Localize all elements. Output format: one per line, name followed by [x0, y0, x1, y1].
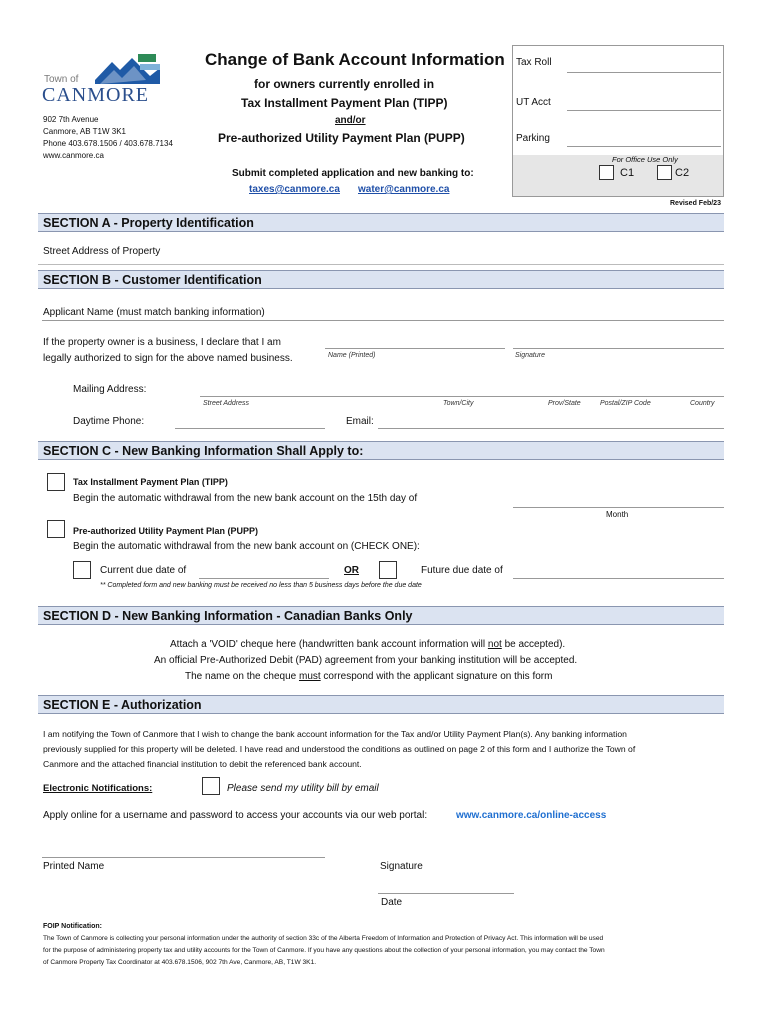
future-due-checkbox[interactable]: [379, 561, 397, 579]
section-c-header: SECTION C - New Banking Information Shall Apply to:: [38, 441, 724, 460]
cheque-name-line: [185, 671, 552, 682]
c1-label: C1: [620, 167, 635, 179]
pupp-checkbox[interactable]: [47, 520, 65, 538]
printed-name-field[interactable]: [42, 857, 325, 858]
applicant-label: Applicant Name (must match banking information): [43, 307, 265, 318]
section-c-note: ** Completed form and new banking must be received no less than 5 business days before the due date: [100, 582, 422, 589]
email-label: Email:: [346, 416, 374, 427]
logo-town-of: Town of: [44, 74, 79, 85]
applicant-field[interactable]: [42, 320, 724, 321]
daytime-phone-field[interactable]: [175, 428, 325, 429]
c2-checkbox[interactable]: [657, 165, 672, 180]
header-subtitle3: Pre-authorized Utility Payment Plan (PUPP): [218, 131, 465, 145]
email-taxes-link[interactable]: taxes@canmore.ca: [249, 184, 340, 195]
foip-line-1: The Town of Canmore is collecting your personal information under the authority of section 33c of the Alberta Freedom of Information and Protection of Privacy Act. This information will be used: [43, 935, 604, 942]
business-signature-field[interactable]: [513, 348, 724, 349]
email-bill-checkbox[interactable]: [202, 777, 220, 795]
email-bill-option: Please send my utility bill by email: [227, 783, 379, 794]
mailing-address-field[interactable]: [200, 396, 724, 397]
office-use-label: For Office Use Only: [612, 155, 678, 164]
country-caption: Country: [690, 400, 715, 407]
town-caption: Town/City: [443, 400, 474, 407]
void-cheque-text-not: not: [487, 639, 502, 650]
ut-acct-label: UT Acct: [516, 97, 551, 108]
electronic-notifications-label: Electronic Notifications:: [43, 783, 153, 794]
street-caption: Street Address: [203, 400, 250, 407]
foip-line-3: of Canmore Property Tax Coordinator at 403.678.1506, 902 7th Ave, Canmore, AB, T1W 3K1.: [43, 959, 317, 966]
name-printed-caption: Name (Printed): [328, 352, 376, 359]
ut-acct-field[interactable]: [567, 110, 721, 111]
current-due-field[interactable]: [199, 578, 329, 579]
tax-roll-field[interactable]: [567, 72, 721, 73]
submit-instruction: Submit completed application and new banking to:: [232, 168, 474, 179]
section-d-header: SECTION D - New Banking Information - Canadian Banks Only: [38, 606, 724, 625]
current-due-checkbox[interactable]: [73, 561, 91, 579]
c1-checkbox[interactable]: [599, 165, 614, 180]
business-name-field[interactable]: [325, 348, 505, 349]
tipp-desc: Begin the automatic withdrawal from the new bank account on the 15th day of: [73, 493, 418, 504]
tax-roll-label: Tax Roll: [516, 57, 552, 68]
month-field[interactable]: [513, 507, 724, 508]
section-e-header: SECTION E - Authorization: [38, 695, 724, 714]
pupp-desc: Begin the automatic withdrawal from the new bank account on (CHECK ONE):: [73, 541, 420, 552]
cheque-name-text-must: must: [298, 671, 321, 682]
auth-para-2: previously supplied for this property will be deleted. I have read and understood the conditions as outlined on page 2 of this form and I authorize the Town of: [43, 744, 636, 754]
mailing-address-label: Mailing Address:: [73, 384, 147, 395]
prov-caption: Prov/State: [548, 400, 581, 407]
tipp-title: Tax Installment Payment Plan (TIPP): [73, 477, 228, 487]
pupp-title: Pre-authorized Utility Payment Plan (PUPP): [73, 526, 259, 536]
section-b-header: SECTION B - Customer Identification: [38, 270, 724, 289]
email-water-link[interactable]: water@canmore.ca: [358, 184, 450, 195]
pad-agreement-line: An official Pre-Authorized Debit (PAD) agreement from your banking institution will be accepted.: [154, 655, 578, 666]
address-line1: 902 7th Avenue: [43, 115, 99, 124]
void-cheque-text-c: be accepted).: [501, 639, 566, 650]
header-subtitle1: for owners currently enrolled in: [254, 77, 435, 91]
portal-link[interactable]: www.canmore.ca/online-access: [456, 810, 607, 821]
foip-title: FOIP Notification:: [43, 923, 102, 930]
c2-label: C2: [675, 167, 690, 179]
revised-date: Revised Feb/23: [670, 200, 721, 207]
logo-canmore: CANMORE: [42, 84, 150, 106]
cheque-name-text-a: The name on the cheque: [185, 671, 299, 682]
address-web: www.canmore.ca: [43, 151, 104, 160]
postal-caption: Postal/ZIP Code: [600, 400, 651, 407]
month-caption: Month: [606, 510, 629, 519]
signature-label: Signature: [380, 861, 423, 872]
date-label: Date: [381, 897, 403, 908]
signature-caption: Signature: [515, 352, 545, 359]
auth-para-1: I am notifying the Town of Canmore that I wish to change the bank account information for the Tax and/or Utility Payment Plan(s). Any banking information: [43, 729, 627, 739]
section-a-header: SECTION A - Property Identification: [38, 213, 724, 232]
header-andor: and/or: [335, 115, 366, 126]
apply-online-text: Apply online for a username and password to access your accounts via our web portal:: [43, 810, 428, 821]
void-cheque-line: [170, 639, 565, 650]
logo: [40, 50, 165, 106]
daytime-phone-label: Daytime Phone:: [73, 416, 145, 427]
cheque-name-text-c: correspond with the applicant signature on this form: [320, 671, 553, 682]
parking-field[interactable]: [567, 146, 721, 147]
foip-line-2: for the purpose of administering property tax and utility accounts for the Town of Canmore. If you have any questions about the collection of your personal information, you may contact the Town: [43, 947, 605, 954]
business-decl-1: If the property owner is a business, I declare that I am: [43, 337, 281, 348]
street-address-label: Street Address of Property: [43, 246, 161, 257]
future-due-label: Future due date of: [421, 565, 503, 576]
void-cheque-text-a: Attach a 'VOID' cheque here (handwritten bank account information will: [170, 639, 488, 650]
street-address-input[interactable]: [172, 238, 722, 262]
auth-para-3: Canmore and the attached financial institution to debit the referenced bank account.: [43, 759, 362, 769]
parking-label: Parking: [516, 133, 550, 144]
current-due-label: Current due date of: [100, 565, 187, 576]
header-subtitle2: Tax Installment Payment Plan (TIPP): [241, 96, 448, 110]
date-field[interactable]: [378, 893, 514, 894]
email-field[interactable]: [378, 428, 724, 429]
business-decl-2: legally authorized to sign for the above named business.: [43, 353, 293, 364]
address-line2: Canmore, AB T1W 3K1: [43, 127, 126, 136]
tipp-checkbox[interactable]: [47, 473, 65, 491]
or-label: OR: [344, 565, 359, 576]
address-phone: Phone 403.678.1506 / 403.678.7134: [43, 139, 173, 148]
printed-name-label: Printed Name: [43, 861, 105, 872]
future-due-field[interactable]: [513, 578, 724, 579]
page-title: Change of Bank Account Information: [205, 50, 505, 69]
